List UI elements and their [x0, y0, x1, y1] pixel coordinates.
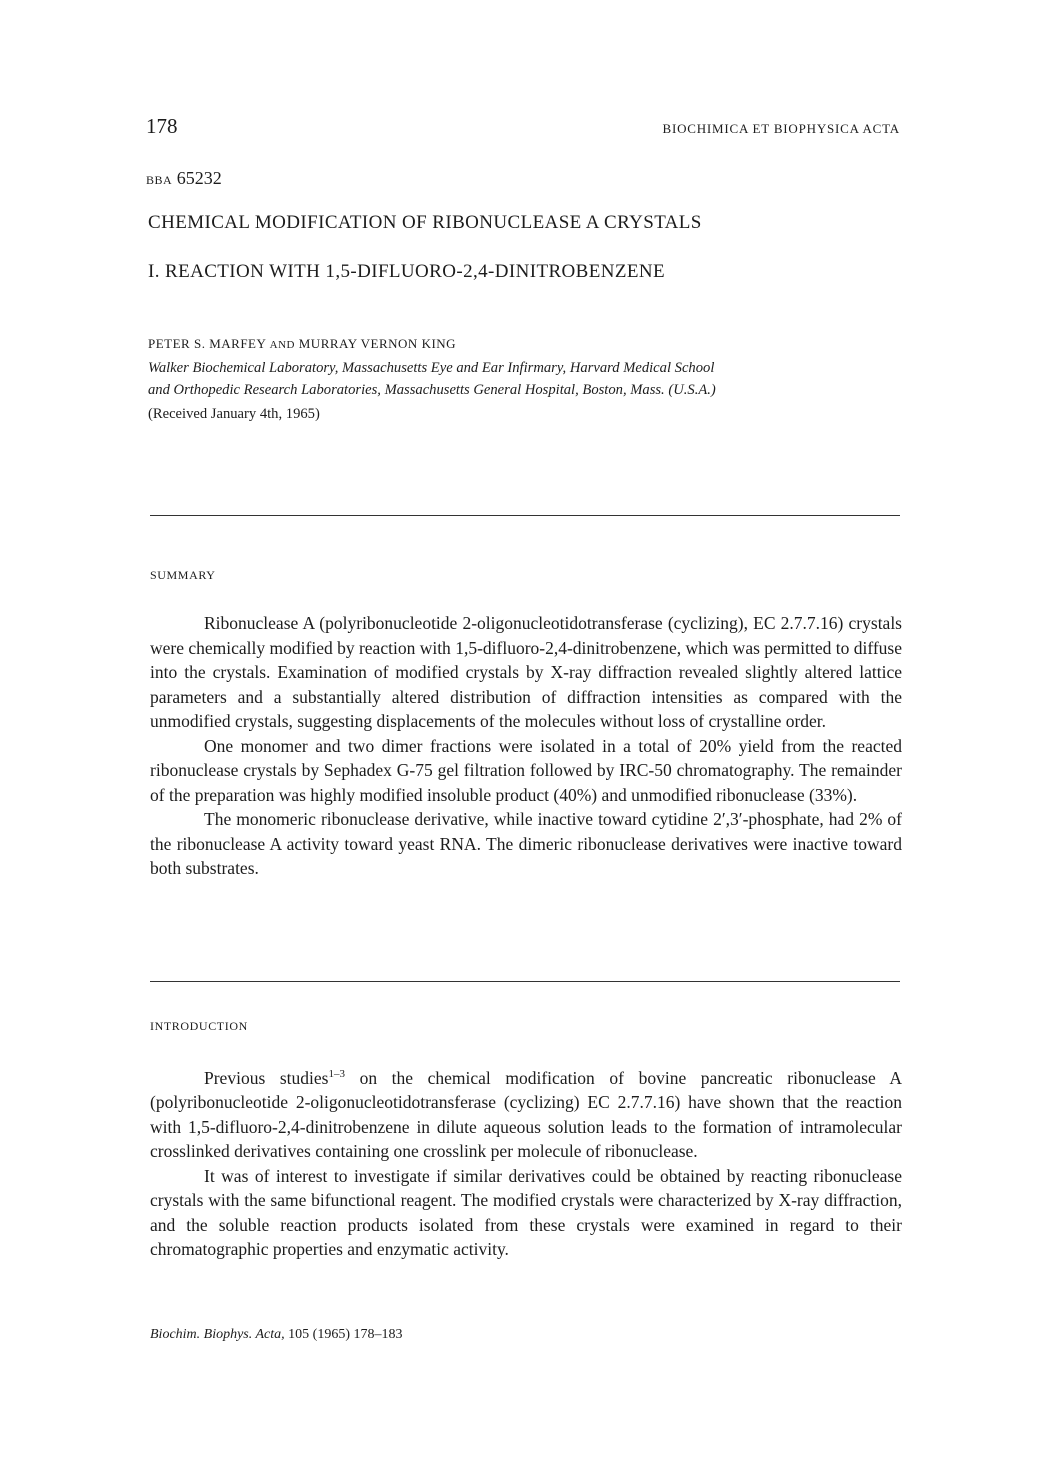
author-line [148, 336, 456, 352]
affiliation-line-1: Walker Biochemical Laboratory, Massachusetts Eye and Ear Infirmary, Harvard Medical School [148, 360, 715, 376]
author-conjunction: AND [269, 339, 295, 351]
article-title: CHEMICAL MODIFICATION OF RIBONUCLEASE A CRYSTALS [148, 212, 702, 233]
introduction-heading: INTRODUCTION [150, 1019, 248, 1033]
intro-text: on the chemical modification of bovine pancreatic ribonuclease A (polyribonucleotide 2-oligonucleotidotransferase (cyclizing) EC 2.7.7.16) have shown that the reaction with 1,5-difluoro-2,4-dinitrobenzene in dilute aqueous solution leads to the formation of intramolecular crosslinked derivatives containing one crosslink per molecule of ribonuclease. [150, 1067, 902, 1162]
divider-bottom [150, 981, 900, 982]
page-number: 178 [146, 114, 178, 138]
citation-details: 105 (1965) 178–183 [288, 1327, 403, 1342]
received-date: (Received January 4th, 1965) [148, 406, 320, 422]
author-2: MURRAY VERNON KING [298, 336, 457, 351]
journal-abbreviation: Biochim. Biophys. Acta, [150, 1327, 285, 1342]
bba-number: 65232 [176, 168, 222, 188]
summary-body [150, 611, 902, 881]
footer-citation [150, 1327, 403, 1343]
article-subtitle: I. REACTION WITH 1,5-DIFLUORO-2,4-DINITROBENZENE [148, 261, 665, 282]
introduction-paragraph [150, 1062, 902, 1164]
bba-identifier [146, 168, 222, 189]
intro-text: Previous studies [204, 1067, 329, 1088]
introduction-body [150, 1062, 902, 1262]
summary-paragraph: Ribonuclease A (polyribonucleotide 2-oligonucleotidotransferase (cyclizing), EC 2.7.7.16) crystals were chemically modified by reaction with 1,5-difluoro-2,4-dinitrobenzene, which was permitted to diffuse into the crystals. Examination of modified crystals by X-ray diffraction revealed slightly altered lattice parameters and a substantially altered distribution of diffraction intensities as compared with the unmodified crystals, suggesting displacements of the molecules without loss of crystalline order. [150, 613, 902, 731]
summary-paragraph: One monomer and two dimer fractions were isolated in a total of 20% yield from the reacted ribonuclease crystals by Sephadex G-75 gel filtration followed by IRC-50 chromatography. The remainder of the preparation was highly modified insoluble product (40%) and unmodified ribonuclease (33%). [150, 735, 902, 805]
summary-heading: SUMMARY [150, 568, 216, 582]
divider-top [150, 515, 900, 516]
affiliation-line-2: and Orthopedic Research Laboratories, Massachusetts General Hospital, Boston, Mass. (U.S.A.) [148, 382, 716, 398]
journal-name: BIOCHIMICA ET BIOPHYSICA ACTA [662, 121, 900, 136]
author-1: PETER S. MARFEY [148, 336, 266, 351]
bba-prefix: BBA [146, 173, 173, 187]
introduction-paragraph: It was of interest to investigate if similar derivatives could be obtained by reacting ribonuclease crystals with the same bifunctional reagent. The modified crystals were characterized by X-ray diffraction, and the soluble reaction products isolated from these crystals were examined in regard to their chromatographic properties and enzymatic activity. [150, 1165, 902, 1260]
reference-superscript: 1–3 [328, 1068, 345, 1080]
summary-paragraph: The monomeric ribonuclease derivative, while inactive toward cytidine 2′,3′-phosphate, had 2% of the ribonuclease A activity toward yeast RNA. The dimeric ribonuclease derivatives were inactive toward both substrates. [150, 809, 902, 878]
